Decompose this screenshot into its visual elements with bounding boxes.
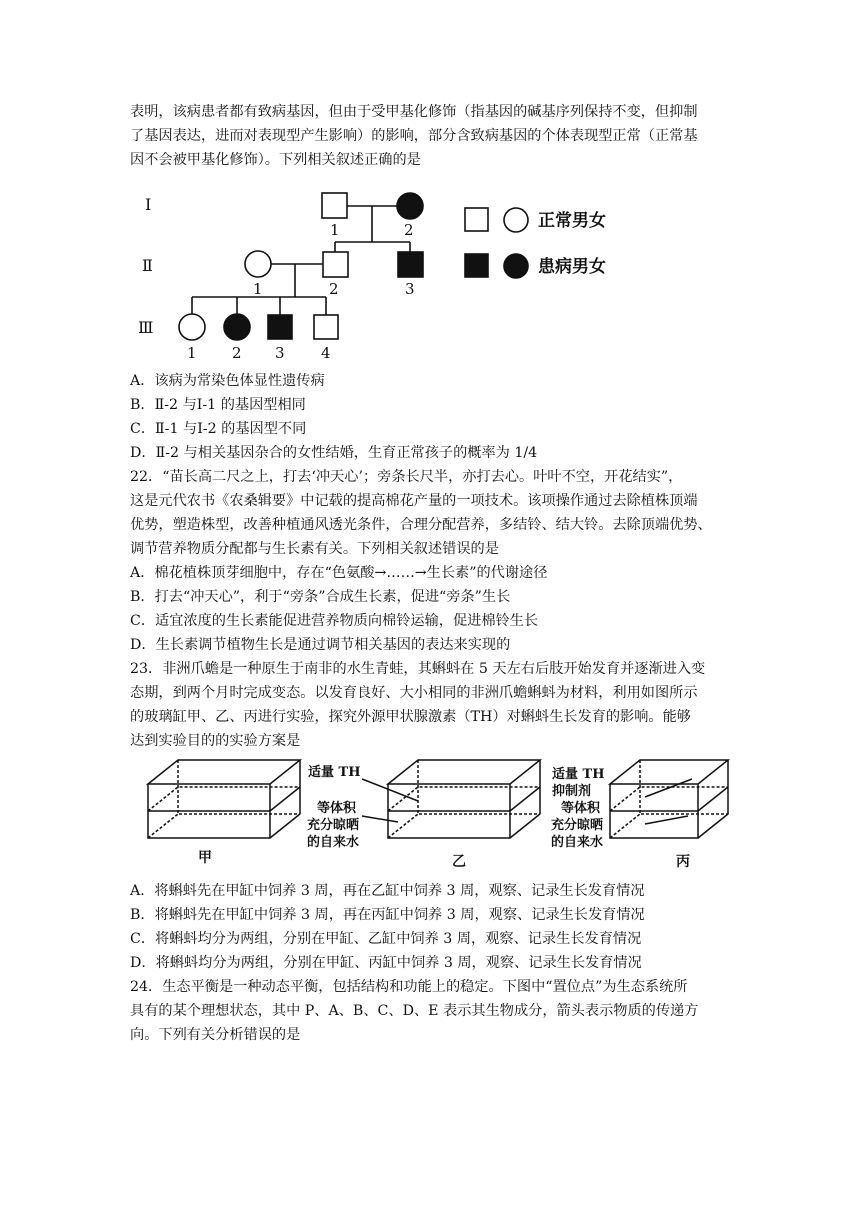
III-2-number: 2 [232, 344, 242, 362]
III-4-number: 4 [321, 344, 331, 362]
III-1-normal-female [179, 314, 205, 340]
q21-option-b: B．Ⅱ-2 与Ⅰ-1 的基因型相同 [130, 397, 306, 413]
tank-diagram [140, 754, 740, 878]
II-2-normal-male [323, 252, 348, 277]
q23-option-b: B．将蝌蚪先在甲缸中饲养 3 周，再在丙缸中饲养 3 周，观察、记录生长发育情况 [130, 907, 645, 923]
q21-option-c: C．Ⅱ-1 与Ⅰ-2 的基因型不同 [130, 421, 307, 437]
q23-stem-line: 23．非洲爪蟾是一种原生于南非的水生青蛙，其蝌蚪在 5 天左右后肢开始发育并逐渐进入变 [130, 661, 706, 677]
q23-option-c: C．将蝌蚪均分为两组，分别在甲缸、乙缸中饲养 3 周，观察、记录生长发育情况 [130, 931, 642, 947]
q23-stem-line: 的玻璃缸甲、乙、丙进行实验，探究外源甲状腺激素（TH）对蝌蚪生长发育的影响。能够 [130, 709, 691, 725]
legend-affected-male [465, 254, 488, 277]
I-1-number: 1 [330, 221, 340, 239]
q22-stem-line: 优势，塑造株型，改善种植通风透光条件，合理分配营养，多结铃、结大铃。去除顶端优势、 [130, 517, 712, 533]
q23-stem-line: 态期，到两个月时完成变态。以发育良好、大小相同的非洲爪蟾蝌蚪为材料，利用如图所示 [130, 685, 698, 701]
q22-stem-line: 调节营养物质分配都与生长素有关。下列相关叙述错误的是 [130, 541, 499, 557]
q22-option-d: D．生长素调节植物生长是通过调节相关基因的表达来实现的 [130, 637, 511, 653]
q22-option-b: B．打去“冲天心”，利于“旁条”合成生长素，促进“旁条”生长 [130, 589, 511, 605]
gen-II-label: Ⅱ [142, 256, 153, 275]
I-1-normal-male [322, 193, 347, 218]
q22-option-a: A．棉花植株顶芽细胞中，存在“色氨酸→……→生长素”的代谢途径 [130, 565, 548, 581]
tank-yi-label: 乙 [452, 854, 466, 870]
tank-bing-label: 丙 [676, 854, 690, 870]
q24-stem-line: 24．生态平衡是一种动态平衡，包括结构和功能上的稳定。下图中“置位点”为生态系统所 [130, 979, 688, 995]
water-label: 充分晾晒 [307, 818, 360, 833]
water-label: 等体积 [561, 801, 601, 816]
water-label: 充分晾晒 [551, 818, 604, 833]
legend-affected-label: 患病男女 [538, 257, 606, 277]
II-1-normal-female [245, 251, 271, 277]
q22-option-c: C．适宜浓度的生长素能促进营养物质向棉铃运输，促进棉铃生长 [130, 613, 539, 629]
tank-bing [610, 760, 728, 838]
III-2-affected-female [224, 314, 250, 340]
q23-stem-line: 达到实验目的的实验方案是 [130, 733, 301, 749]
legend-normal-male [465, 208, 488, 231]
II-3-affected-male [398, 252, 423, 277]
legend-affected-female [504, 254, 528, 278]
gen-I-label: Ⅰ [145, 195, 152, 214]
III-4-normal-male [314, 315, 338, 339]
I-2-number: 2 [404, 221, 414, 239]
q24-stem-line: 向。下列有关分析错误的是 [130, 1027, 301, 1043]
III-3-number: 3 [275, 344, 285, 362]
II-1-number: 1 [253, 280, 263, 298]
II-2-number: 2 [329, 280, 339, 298]
pedigree-chart [130, 180, 650, 365]
q22-stem-line: 22．“苗长高二尺之上，打去‘冲天心’；旁条长尺半，亦打去心。叶叶不空，开花结实”， [130, 469, 683, 485]
legend-normal-female [504, 208, 528, 232]
inhibitor-label: 抑制剂 [552, 784, 592, 799]
intro-line: 表明，该病患者都有致病基因，但由于受甲基化修饰（指基因的碱基序列保持不变，但抑制 [130, 104, 698, 120]
gen-III-label: Ⅲ [138, 318, 154, 337]
th-label: 适量 TH [308, 765, 361, 780]
q21-option-d: D．Ⅱ-2 与相关基因杂合的女性结婚，生育正常孩子的概率为 1/4 [130, 445, 538, 461]
q23-option-a: A．将蝌蚪先在甲缸中饲养 3 周，再在乙缸中饲养 3 周，观察、记录生长发育情况 [130, 883, 645, 899]
I-2-affected-female [397, 193, 423, 219]
q24-stem-line: 具有的某个理想状态，其中 P、A、B、C、D、E 表示其生物成分，箭头表示物质的传递方 [130, 1003, 699, 1019]
III-1-number: 1 [187, 344, 197, 362]
tank-yi [388, 760, 540, 838]
legend-normal-label: 正常男女 [538, 211, 606, 231]
tank-jia-label: 甲 [198, 850, 212, 866]
q22-stem-line: 这是元代农书《农桑辑要》中记载的提高棉花产量的一项技术。该项操作通过去除植株顶端 [130, 493, 698, 509]
intro-line: 了基因表达，进而对表现型产生影响）的影响，部分含致病基因的个体表现型正常（正常基 [130, 128, 698, 144]
q23-option-d: D．将蝌蚪均分为两组，分别在甲缸、丙缸中饲养 3 周，观察、记录生长发育情况 [130, 955, 642, 971]
II-3-number: 3 [405, 280, 415, 298]
water-label: 等体积 [317, 801, 357, 816]
III-3-affected-male [268, 315, 292, 339]
water-label: 的自来水 [551, 835, 604, 850]
water-label: 的自来水 [307, 835, 360, 850]
tank-jia [148, 760, 300, 838]
inhibitor-label: 适量 TH [552, 767, 605, 782]
q21-option-a: A．该病为常染色体显性遗传病 [130, 373, 325, 389]
intro-line: 因不会被甲基化修饰）。下列相关叙述正确的是 [130, 152, 421, 168]
